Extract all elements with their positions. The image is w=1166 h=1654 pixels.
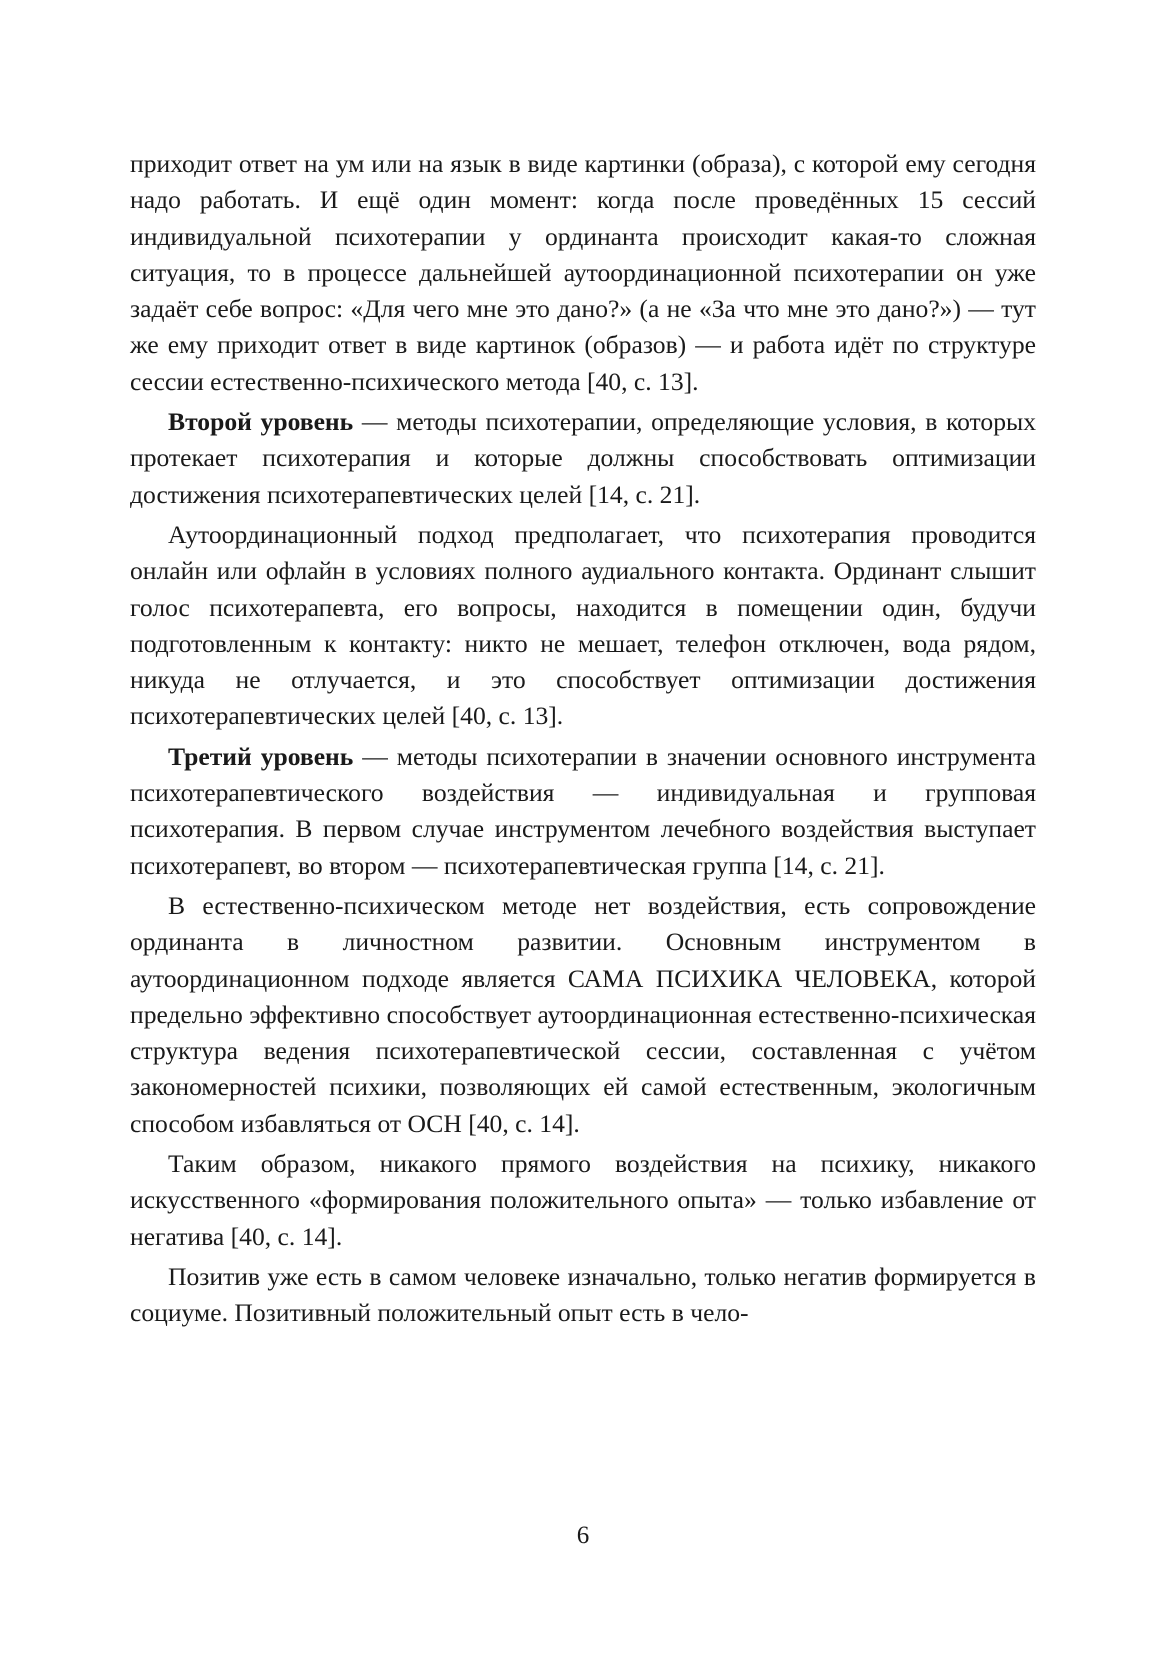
paragraph-third-level bbox=[130, 739, 1036, 884]
paragraph-lead: Третий уровень bbox=[168, 741, 354, 771]
page-body bbox=[130, 146, 1036, 1332]
paragraph-natural-psychic-method bbox=[130, 888, 1036, 1142]
paragraph-lead: Второй уровень bbox=[168, 407, 354, 437]
paragraph-text: Аутоординационный подход предполагает, что психотерапия проводится онлайн или офлайн в условиях полного аудиального контакта. Ординант слышит голос психотерапевта, его вопросы, находится в помещении один, будучи подготовленным к контакту: никто не мешает, телефон отключен, вода рядом, никуда не отлучается, и это способствует оптимизации достижения психотерапевтических целей [40, с. 13]. bbox=[130, 519, 1036, 731]
paragraph-autoordination-conditions bbox=[130, 517, 1036, 735]
paragraph-text: — методы психотерапии, определяющие условия, в которых протекает психотерапия и которые должны способствовать оптимизации достижения психотерапевтических целей [14, с. 21]. bbox=[130, 407, 1036, 509]
paragraph-text: Позитив уже есть в самом человеке изначально, только негатив формируется в социуме. Позитивный положительный опыт есть в чело- bbox=[130, 1261, 1036, 1328]
paragraph-positive bbox=[130, 1259, 1036, 1332]
paragraph-continuation bbox=[130, 146, 1036, 400]
paragraph-conclusion bbox=[130, 1146, 1036, 1255]
page-number: 6 bbox=[576, 1522, 590, 1549]
paragraph-text: — методы психотерапии в значении основного инструмента психотерапевтического воздействия — индивидуальная и групповая психотерапия. В первом случае инструментом лечебного воздействия выступает психотерапевт, во втором — психотерапевтическая группа [14, с. 21]. bbox=[130, 741, 1036, 880]
paragraph-text: приходит ответ на ум или на язык в виде картинки (образа), с которой ему сегодня надо работать. И ещё один момент: когда после проведённых 15 сессий индивидуальной психотерапии у ординанта происходит какая-то сложная ситуация, то в процессе дальнейшей аутоординационной психотерапии он уже задаёт себе вопрос: «Для чего мне это дано?» (а не «За что мне это дано?») — тут же ему приходит ответ в виде картинок (образов) — и работа идёт по структуре сессии естественно-психического метода [40, с. 13]. bbox=[130, 149, 1036, 396]
paragraph-text: В естественно-психическом методе нет воздействия, есть сопровождение ординанта в личностном развитии. Основным инструментом в аутоординационном подходе является САМА ПСИХИКА ЧЕЛОВЕКА, которой предельно эффективно способствует аутоординационная естественно-психическая структура ведения психотерапевтической сессии, составленная с учётом закономерностей психики, позволяющих ей самой естественным, экологичным способом избавляться от ОСН [40, с. 14]. bbox=[130, 890, 1036, 1138]
paragraph-second-level bbox=[130, 404, 1036, 513]
paragraph-text: Таким образом, никакого прямого воздействия на психику, никакого искусственного «формирования положительного опыта» — только избавление от негатива [40, с. 14]. bbox=[130, 1149, 1036, 1251]
